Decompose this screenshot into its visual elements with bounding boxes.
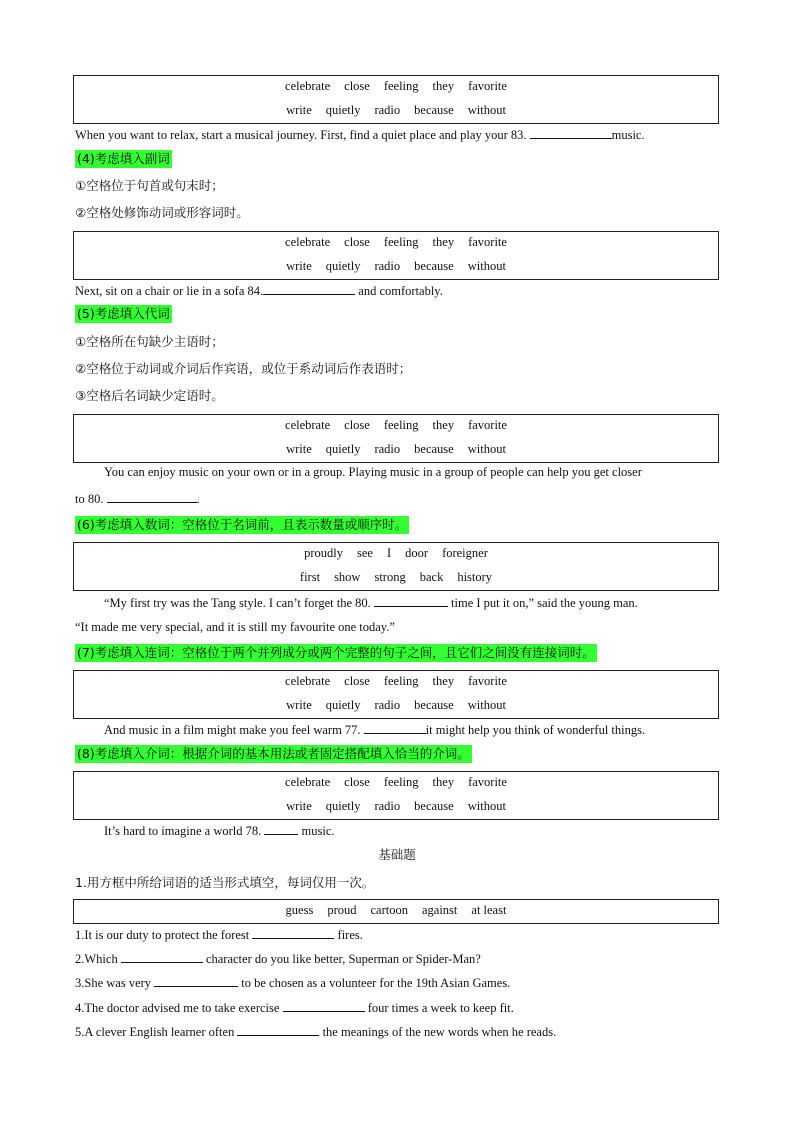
word: show [334,570,361,584]
word: because [414,442,454,456]
word-box-1 [73,75,719,124]
heading-numeral [75,517,409,533]
word: first [299,570,321,584]
word-box-7 [73,899,719,924]
word: radio [374,259,401,273]
heading-conjunction [75,645,597,661]
answer-blank[interactable] [237,1023,319,1036]
question-text: character do you like better, Superman or Spider-Man? [205,952,481,966]
word: quietly [325,442,361,456]
rule-item: ②空格位于动词或介词后作宾语，或位于系动词后作表语时； [75,361,412,376]
answer-blank[interactable] [252,926,334,939]
word-box-6 [73,771,719,820]
word: see [357,546,373,560]
word-box-row-1 [74,417,718,433]
word: celebrate [285,418,331,432]
rule-item: ③空格后名词缺少定语时。 [75,388,224,403]
question-text: four times a week to keep fit. [367,1001,514,1015]
question-text: 4.The doctor advised me to take exercise [75,1001,280,1015]
word-box-5 [73,670,719,719]
word: strong [374,570,406,584]
word: cartoon [370,903,408,917]
word: write [286,442,312,456]
word: door [405,546,429,560]
question-5 [75,1023,556,1040]
word: favorite [468,775,507,789]
word: radio [374,103,401,117]
word: celebrate [285,775,331,789]
question-2 [75,950,481,967]
answer-blank[interactable] [264,822,298,835]
word: guess [285,903,314,917]
word: against [421,903,458,917]
question-text: 3.She was very [75,976,152,990]
question-text: 5.A clever English learner often [75,1025,235,1039]
heading-adverb [75,151,172,167]
question-1 [75,926,363,943]
word: feeling [383,235,419,249]
heading-preposition [75,746,472,762]
answer-blank[interactable] [121,950,203,963]
answer-blank[interactable] [107,490,197,503]
word: quietly [325,799,361,813]
sentence-84 [75,282,443,299]
word: celebrate [285,674,331,688]
word: celebrate [285,235,331,249]
word-box-row-2 [74,697,718,713]
word-box-row-2 [74,441,718,457]
word: feeling [383,418,419,432]
word: radio [374,698,401,712]
word: foreigner [442,546,488,560]
word: write [286,698,312,712]
highlighted-heading: (5)考虑填入代词 [77,306,170,321]
word: close [344,79,370,93]
question-text: the meanings of the new words when he reads. [322,1025,557,1039]
highlighted-heading: (4)考虑填入副词 [77,151,170,166]
sentence-text: music. [301,824,335,838]
highlighted-heading: (8)考虑填入介词：根据介词的基本用法或者固定搭配填入恰当的介词。 [77,746,470,761]
word: close [344,674,370,688]
word: favorite [468,418,507,432]
sentence-text: When you want to relax, start a musical journey. First, find a quiet place and play your 83. [75,128,527,142]
word: quietly [325,103,361,117]
word: close [344,775,370,789]
word-box-row-1 [74,78,718,94]
word: because [414,259,454,273]
word: they [432,418,455,432]
rule-item: ①空格位于句首或句末时； [75,178,224,193]
sentence-77 [104,721,645,738]
sentence-text: time I put it on,” said the young man. [451,596,638,610]
question-text: 1.It is our duty to protect the forest [75,928,250,942]
question-text: 2.Which [75,952,118,966]
word-box-row-1 [74,234,718,250]
rule-item: ②空格处修饰动词或形容词时。 [75,205,249,220]
word: quietly [325,698,361,712]
sentence-80a [75,490,200,507]
word: quietly [325,259,361,273]
sentence-text: it might help you think of wonderful things. [425,723,646,737]
highlighted-heading: (6)考虑填入数词：空格位于名词前，且表示数量或顺序时。 [77,517,408,532]
word-box-row-2 [74,569,718,585]
word-box-row-1 [74,545,718,561]
word: history [457,570,493,584]
word: I [386,546,392,560]
word-box-4 [73,542,719,591]
sentence-text: And music in a film might make you feel warm 77. [104,723,361,737]
sentence-text: to 80. [75,492,104,506]
word: write [286,799,312,813]
heading-pronoun [75,306,172,322]
word: at least [471,903,507,917]
sentence-text: Next, sit on a chair or lie in a sofa 84. [75,284,264,298]
sentence-80b [104,594,638,611]
word: write [286,103,312,117]
word: without [467,799,506,813]
answer-blank[interactable] [374,594,448,607]
word: proudly [304,546,343,560]
section-title: 基础题 [378,847,416,862]
word: they [432,674,455,688]
word: they [432,235,455,249]
sentence-text: You can enjoy music on your own or in a group. Playing music in a group of people can help you get closer [104,465,642,479]
sentence-78 [104,822,335,839]
word: favorite [468,79,507,93]
question-3 [75,974,510,991]
word: because [414,799,454,813]
answer-blank[interactable] [263,282,355,295]
question-text: to be chosen as a volunteer for the 19th Asian Games. [241,976,511,990]
sentence-text: It’s hard to imagine a world 78. [104,824,262,838]
answer-blank[interactable] [283,999,365,1012]
word-box-row-1 [74,902,718,918]
word: radio [374,799,401,813]
sentence-text: music. [611,128,645,142]
question-4 [75,999,514,1016]
sentence-83 [75,126,645,143]
word: because [414,103,454,117]
word: write [286,259,312,273]
word: favorite [468,674,507,688]
word: feeling [383,79,419,93]
word: radio [374,442,401,456]
word: back [419,570,444,584]
word-box-row-1 [74,673,718,689]
word: they [432,775,455,789]
sentence-text: “My first try was the Tang style. I can’t forget the 80. [104,596,371,610]
sentence-text: . [196,492,200,506]
word-box-3 [73,414,719,463]
rule-item: ①空格所在句缺少主语时； [75,334,224,349]
answer-blank[interactable] [364,721,426,734]
word: feeling [383,674,419,688]
word-box-row-2 [74,102,718,118]
word: close [344,235,370,249]
word: they [432,79,455,93]
word: because [414,698,454,712]
question-text: fires. [337,928,363,942]
word: without [467,442,506,456]
word-box-row-2 [74,258,718,274]
answer-blank[interactable] [530,126,612,139]
sentence-text: and comfortably. [358,284,443,298]
word: without [467,259,506,273]
word: favorite [468,235,507,249]
word: feeling [383,775,419,789]
highlighted-heading: (7)考虑填入连词：空格位于两个并列成分或两个完整的句子之间，且它们之间没有连接词时。 [77,645,595,660]
word-box-row-2 [74,798,718,814]
word-box-row-1 [74,774,718,790]
word: close [344,418,370,432]
word: without [467,698,506,712]
word: without [467,103,506,117]
word-box-2 [73,231,719,280]
word: proud [327,903,357,917]
answer-blank[interactable] [154,974,238,987]
sentence-text: “It made me very special, and it is still my favourite one today.” [75,620,395,634]
word: celebrate [285,79,331,93]
task-instruction: 1.用方框中所给词语的适当形式填空，每词仅用一次。 [75,875,375,890]
